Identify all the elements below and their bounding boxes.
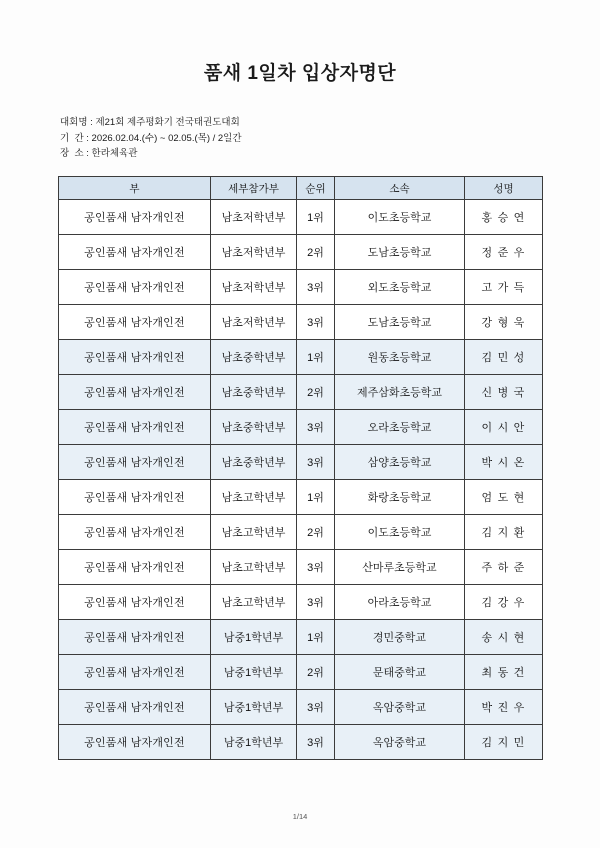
cell-organization: 이도초등학교 — [335, 200, 465, 235]
cell-organization: 삼양초등학교 — [335, 445, 465, 480]
cell-organization: 이도초등학교 — [335, 515, 465, 550]
column-header-name: 성명 — [465, 177, 543, 200]
cell-rank: 1위 — [297, 620, 335, 655]
cell-rank: 1위 — [297, 200, 335, 235]
meta-competition: 대회명 : 제21회 제주평화기 전국태권도대회 — [60, 117, 240, 128]
column-header-division: 부 — [59, 177, 211, 200]
cell-rank: 3위 — [297, 585, 335, 620]
cell-division: 공인품새 남자개인전 — [59, 200, 211, 235]
meta-place: 장 소 : 한라체육관 — [60, 148, 138, 160]
cell-name: 신 병 국 — [465, 375, 543, 410]
cell-division: 공인품새 남자개인전 — [59, 410, 211, 445]
table-row — [59, 375, 543, 410]
cell-rank: 1위 — [297, 340, 335, 375]
cell-subdivision: 남초중학년부 — [211, 340, 297, 375]
cell-name: 최 동 건 — [465, 655, 543, 690]
table-header-row — [59, 177, 543, 200]
cell-name: 김 강 우 — [465, 585, 543, 620]
award-table-body — [59, 200, 543, 760]
table-row — [59, 550, 543, 585]
cell-division: 공인품새 남자개인전 — [59, 585, 211, 620]
cell-rank: 2위 — [297, 655, 335, 690]
cell-name: 김 지 환 — [465, 515, 543, 550]
cell-subdivision: 남중1학년부 — [211, 620, 297, 655]
cell-organization: 원동초등학교 — [335, 340, 465, 375]
cell-organization: 아라초등학교 — [335, 585, 465, 620]
table-row — [59, 235, 543, 270]
cell-division: 공인품새 남자개인전 — [59, 480, 211, 515]
cell-name: 엄 도 현 — [465, 480, 543, 515]
cell-name: 이 시 안 — [465, 410, 543, 445]
cell-rank: 3위 — [297, 445, 335, 480]
cell-name: 송 시 현 — [465, 620, 543, 655]
cell-subdivision: 남초저학년부 — [211, 200, 297, 235]
cell-rank: 3위 — [297, 690, 335, 725]
cell-organization: 문태중학교 — [335, 655, 465, 690]
cell-division: 공인품새 남자개인전 — [59, 690, 211, 725]
table-row — [59, 515, 543, 550]
column-header-rank: 순위 — [297, 177, 335, 200]
cell-rank: 1위 — [297, 480, 335, 515]
cell-organization: 오라초등학교 — [335, 410, 465, 445]
table-row — [59, 445, 543, 480]
cell-subdivision: 남중1학년부 — [211, 690, 297, 725]
cell-rank: 3위 — [297, 270, 335, 305]
cell-organization: 제주삼화초등학교 — [335, 375, 465, 410]
cell-division: 공인품새 남자개인전 — [59, 550, 211, 585]
cell-division: 공인품새 남자개인전 — [59, 655, 211, 690]
cell-subdivision: 남중1학년부 — [211, 725, 297, 760]
cell-division: 공인품새 남자개인전 — [59, 340, 211, 375]
cell-organization: 산마루초등학교 — [335, 550, 465, 585]
cell-name: 고 가 득 — [465, 270, 543, 305]
cell-division: 공인품새 남자개인전 — [59, 270, 211, 305]
table-row — [59, 585, 543, 620]
cell-rank: 2위 — [297, 375, 335, 410]
cell-division: 공인품새 남자개인전 — [59, 620, 211, 655]
cell-subdivision: 남초중학년부 — [211, 375, 297, 410]
cell-subdivision: 남초저학년부 — [211, 305, 297, 340]
table-row — [59, 655, 543, 690]
cell-division: 공인품새 남자개인전 — [59, 375, 211, 410]
cell-subdivision: 남초고학년부 — [211, 550, 297, 585]
table-row — [59, 200, 543, 235]
page-footer: 1/14 — [292, 812, 308, 821]
cell-organization: 화랑초등학교 — [335, 480, 465, 515]
cell-rank: 3위 — [297, 725, 335, 760]
cell-subdivision: 남초중학년부 — [211, 410, 297, 445]
document-meta — [60, 115, 600, 162]
cell-division: 공인품새 남자개인전 — [59, 515, 211, 550]
column-header-organization: 소속 — [335, 177, 465, 200]
page-title: 품새 1일차 입상자명단 — [203, 63, 397, 84]
award-table — [58, 176, 543, 760]
cell-name: 김 지 민 — [465, 725, 543, 760]
cell-organization: 경민중학교 — [335, 620, 465, 655]
table-row — [59, 340, 543, 375]
cell-subdivision: 남초고학년부 — [211, 585, 297, 620]
column-header-subdivision: 세부참가부 — [211, 177, 297, 200]
cell-subdivision: 남초중학년부 — [211, 445, 297, 480]
cell-rank: 2위 — [297, 235, 335, 270]
cell-division: 공인품새 남자개인전 — [59, 445, 211, 480]
cell-organization: 옥암중학교 — [335, 725, 465, 760]
cell-division: 공인품새 남자개인전 — [59, 235, 211, 270]
table-row — [59, 480, 543, 515]
cell-name: 박 진 우 — [465, 690, 543, 725]
cell-subdivision: 남초저학년부 — [211, 235, 297, 270]
cell-organization: 도남초등학교 — [335, 235, 465, 270]
table-row — [59, 690, 543, 725]
cell-name: 홍 승 연 — [465, 200, 543, 235]
table-row — [59, 270, 543, 305]
cell-name: 박 시 온 — [465, 445, 543, 480]
cell-division: 공인품새 남자개인전 — [59, 305, 211, 340]
cell-organization: 도남초등학교 — [335, 305, 465, 340]
cell-name: 강 형 욱 — [465, 305, 543, 340]
cell-rank: 3위 — [297, 550, 335, 585]
cell-division: 공인품새 남자개인전 — [59, 725, 211, 760]
meta-period: 기 간 : 2026.02.04.(수) ~ 02.05.(목) / 2일간 — [60, 132, 242, 144]
cell-name: 김 민 성 — [465, 340, 543, 375]
cell-subdivision: 남초저학년부 — [211, 270, 297, 305]
cell-name: 정 준 우 — [465, 235, 543, 270]
table-row — [59, 410, 543, 445]
cell-organization: 외도초등학교 — [335, 270, 465, 305]
table-row — [59, 620, 543, 655]
award-table-wrap — [58, 176, 542, 760]
cell-organization: 옥암중학교 — [335, 690, 465, 725]
cell-rank: 2위 — [297, 515, 335, 550]
cell-rank: 3위 — [297, 410, 335, 445]
cell-subdivision: 남초고학년부 — [211, 480, 297, 515]
cell-rank: 3위 — [297, 305, 335, 340]
table-row — [59, 725, 543, 760]
cell-subdivision: 남초고학년부 — [211, 515, 297, 550]
table-row — [59, 305, 543, 340]
cell-name: 주 하 준 — [465, 550, 543, 585]
cell-subdivision: 남중1학년부 — [211, 655, 297, 690]
